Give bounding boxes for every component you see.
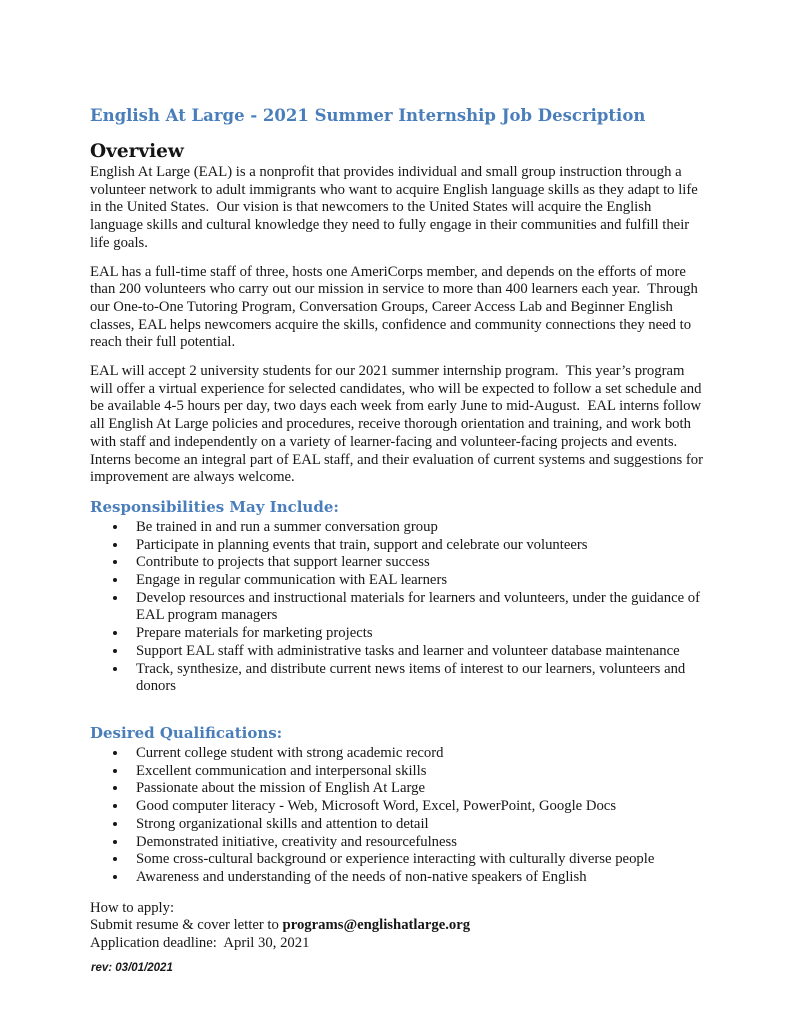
overview-paragraph-2: EAL has a full-time staff of three, hosts one AmeriCorps member, and depends on the efforts of more than 200 volunteers who carry out our mission in service to more than 400 learners each year. Through our One-to-One Tutoring Program, Conversation Groups, Career Access Lab and Beginner English classes, EAL helps newcomers acquire the skills, confidence and community connections they need to reach their full potential. xyxy=(90,263,702,351)
list-item: • Good computer literacy - Web, Microsoft Word, Excel, PowerPoint, Google Docs xyxy=(128,798,704,816)
overview-paragraph-1: English At Large (EAL) is a nonprofit that provides individual and small group instruction through a volunteer network to adult immigrants who want to acquire English language skills as they adapt to life in the United States. Our vision is that newcomers to the United States will acquire the English language skills and cultural knowledge they need to fully engage in their communities and fulfill their life goals. xyxy=(90,164,702,251)
submit-line xyxy=(90,917,704,935)
qualifications-list xyxy=(90,745,704,887)
list-item: • Current college student with strong academic record xyxy=(128,745,704,763)
list-item: • Excellent communication and interpersonal skills xyxy=(128,763,704,781)
responsibilities-heading: Responsibilities May Include: xyxy=(90,497,339,516)
list-item: • Passionate about the mission of English At Large xyxy=(128,780,704,798)
how-to-apply-heading: How to apply: xyxy=(90,899,175,916)
responsibilities-list xyxy=(90,519,704,696)
list-item: • Contribute to projects that support learner success xyxy=(128,554,704,572)
list-item: • Develop resources and instructional materials for learners and volunteers, under the guidance of EAL program managers xyxy=(128,590,704,625)
list-item: • Be trained in and run a summer conversation group xyxy=(128,519,704,537)
list-item: • Some cross-cultural background or experience interacting with culturally diverse people xyxy=(128,851,704,869)
list-item: • Strong organizational skills and attention to detail xyxy=(128,816,704,834)
list-item: • Demonstrated initiative, creativity and resourcefulness xyxy=(128,834,704,852)
application-email: programs@englishatlarge.org xyxy=(282,917,471,934)
submit-prefix: Submit resume & cover letter to xyxy=(90,917,283,934)
overview-heading: Overview xyxy=(90,141,184,162)
how-to-apply-section xyxy=(90,900,704,953)
qualifications-heading: Desired Qualifications: xyxy=(90,723,283,742)
list-item: • Participate in planning events that train, support and celebrate our volunteers xyxy=(128,537,704,555)
list-item: • Awareness and understanding of the needs of non-native speakers of English xyxy=(128,869,704,887)
document-title: English At Large - 2021 Summer Internship Job Description xyxy=(90,106,646,125)
list-item: • Track, synthesize, and distribute current news items of interest to our learners, volunteers and donors xyxy=(128,661,704,696)
overview-paragraph-3: EAL will accept 2 university students for our 2021 summer internship program. This year’s program will offer a virtual experience for selected candidates, who will be expected to follow a set schedule and be available 4-5 hours per day, two days each week from early June to mid-August. EAL interns follow all English At Large policies and procedures, receive thorough orientation and training, and work both with staff and independently on a variety of learner-facing and volunteer-facing projects and events. Interns become an integral part of EAL staff, and their evaluation of current systems and suggestions for improvement are always welcome. xyxy=(90,363,707,486)
deadline-line: Application deadline: April 30, 2021 xyxy=(90,935,310,952)
list-item: • Prepare materials for marketing projects xyxy=(128,625,704,643)
list-item: • Engage in regular communication with EAL learners xyxy=(128,572,704,590)
list-item: • Support EAL staff with administrative tasks and learner and volunteer database maintenance xyxy=(128,643,704,661)
document-content xyxy=(90,106,707,953)
revision-footer: rev: 03/01/2021 xyxy=(91,962,173,974)
